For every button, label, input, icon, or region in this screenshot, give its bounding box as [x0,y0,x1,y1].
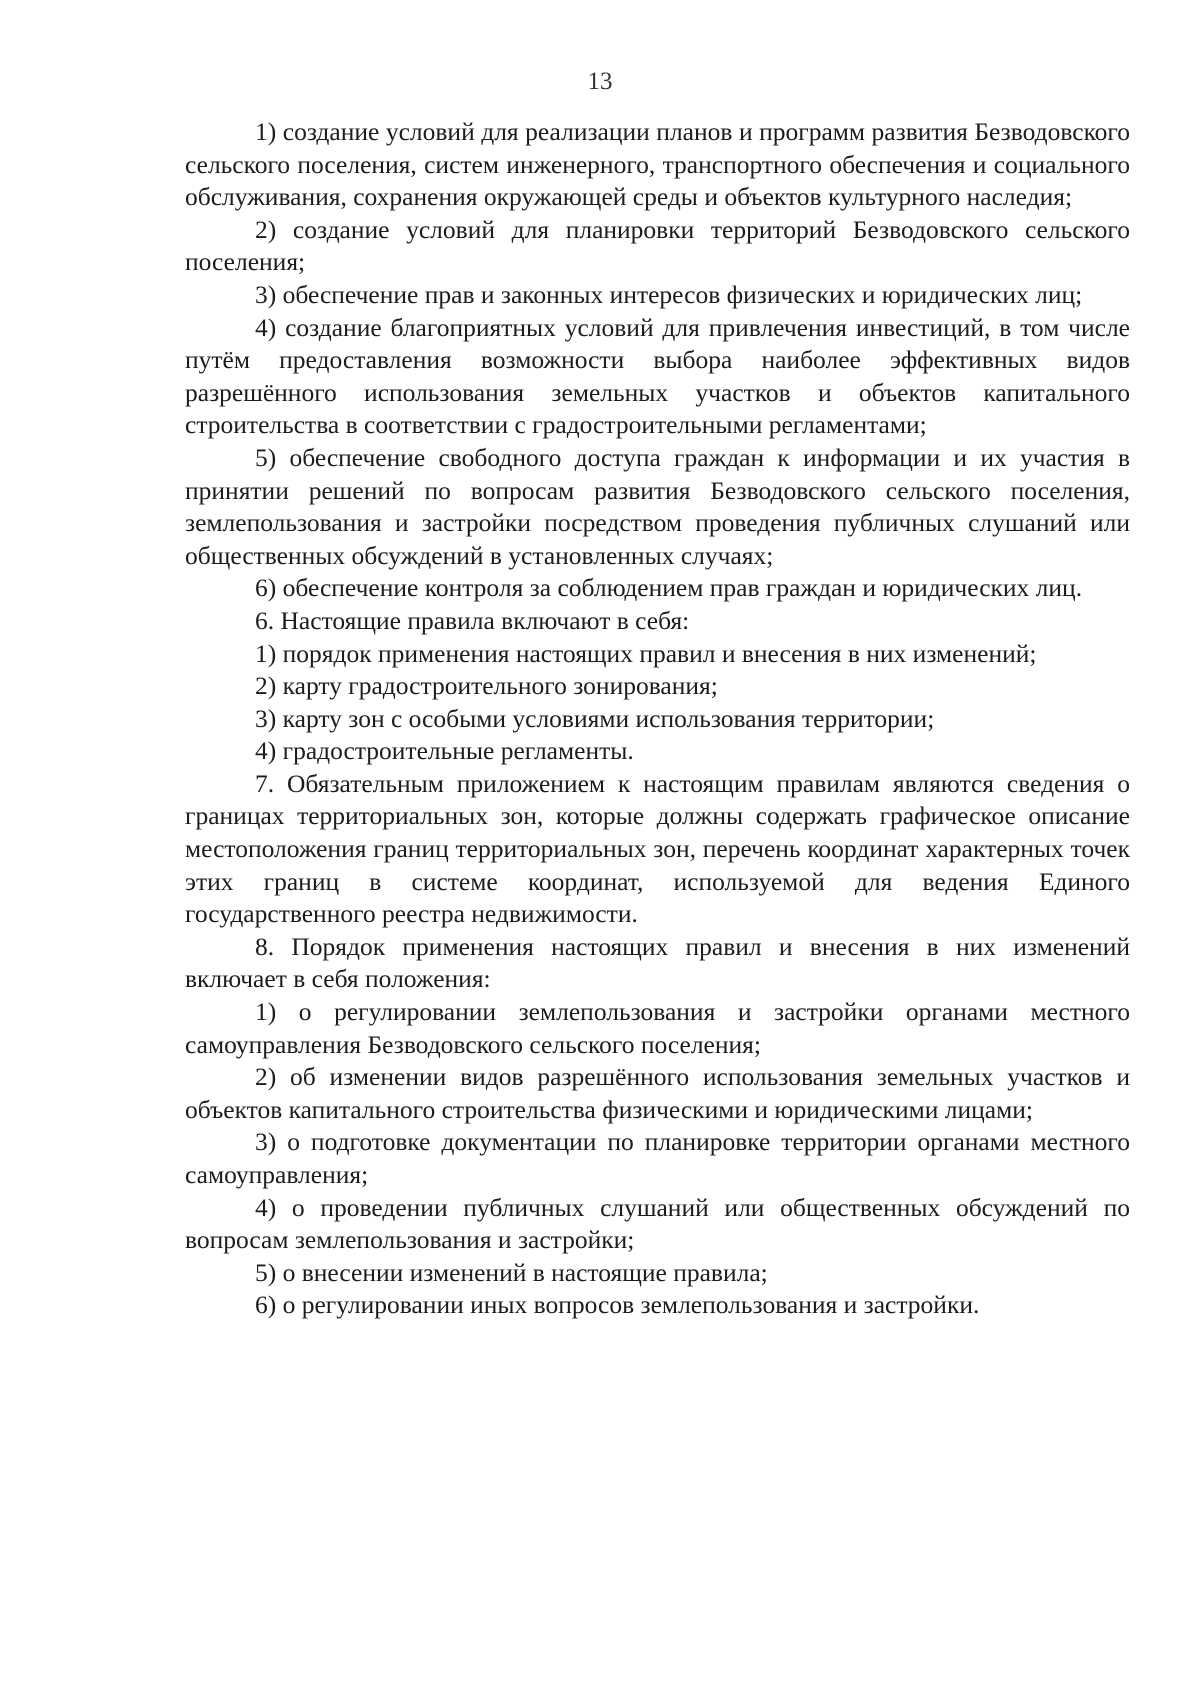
paragraph-section-8-item-6: 6) о регулировании иных вопросов землепользования и застройки. [255,1290,980,1320]
paragraph-section-8-item-5: 5) о внесении изменений в настоящие правила; [255,1257,768,1287]
page-number: 13 [587,68,613,95]
paragraph-section-8-item-2: 2) об изменении видов разрешённого использования земельных участков и объектов капитального строительства физическими и юридическими лицами; [185,1062,1130,1124]
paragraph-section-6-item-4: 4) градостроительные регламенты. [255,736,634,766]
paragraph-goal-1: 1) создание условий для реализации планов и программ развития Безводовского сельского поселения, систем инженерного, транспортного обеспечения и социального обслуживания, сохранения окружающей среды и объектов культурного наследия; [185,117,1130,212]
paragraph-section-8: 8. Порядок применения настоящих правил и внесения в них изменений включает в себя положения: [185,931,1130,994]
paragraph-section-8-item-4: 4) о проведении публичных слушаний или общественных обсуждений по вопросам землепользования и застройки; [185,1192,1130,1255]
paragraph-goal-5: 5) обеспечение свободного доступа граждан к информации и их участия в принятии решений по вопросам развития Безводовского сельского поселения, землепользования и застройки посредством проведения публичных слушаний или общественных обсуждений в установленных случаях; [185,442,1130,570]
paragraph-goal-6: 6) обеспечение контроля за соблюдением прав граждан и юридических лиц. [255,573,1083,603]
paragraph-goal-4: 4) создание благоприятных условий для привлечения инвестиций, в том числе путём предоставления возможности выбора наиболее эффективных видов разрешённого использования земельных участков и объектов капитального строительства в соответствии с градостроительными регламентами; [185,312,1130,440]
paragraph-section-6-item-2: 2) карту градостроительного зонирования; [255,671,718,701]
paragraph-section-6-item-1: 1) порядок применения настоящих правил и внесения в них изменений; [255,638,1037,668]
paragraph-section-8-item-3: 3) о подготовке документации по планировке территории органами местного самоуправления; [185,1127,1130,1189]
paragraph-section-6: 6. Настоящие правила включают в себя: [255,605,690,635]
paragraph-goal-2: 2) создание условий для планировки территорий Безводовского сельского поселения; [185,214,1130,277]
paragraph-section-8-item-1: 1) о регулировании землепользования и застройки органами местного самоуправления Безводовского сельского поселения; [185,997,1130,1059]
document-body [185,116,1130,1322]
paragraph-section-6-item-3: 3) карту зон с особыми условиями использования территории; [255,703,935,733]
paragraph-goal-3: 3) обеспечение прав и законных интересов физических и юридических лиц; [255,279,1083,309]
paragraph-section-7: 7. Обязательным приложением к настоящим правилам являются сведения о границах территориальных зон, которые должны содержать графическое описание местоположения границ территориальных зон, перечень координат характерных точек этих границ в системе координат, используемой для ведения Единого государственного реестра недвижимости. [185,768,1130,929]
